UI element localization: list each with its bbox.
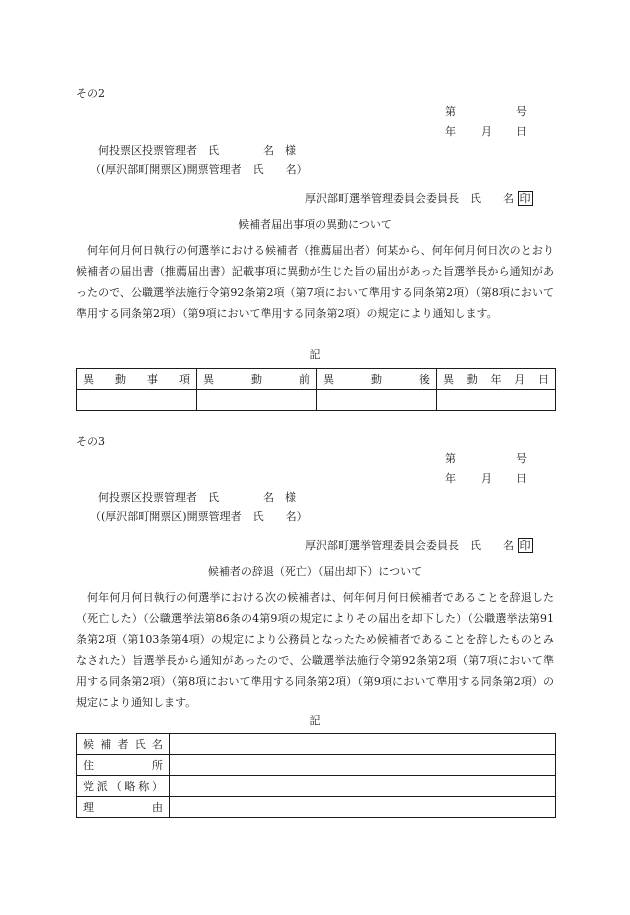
- section2-date-year: 年: [445, 125, 456, 138]
- table-cell: [170, 776, 556, 797]
- table-row: [77, 797, 556, 818]
- table-row: [77, 734, 556, 755]
- row-label-reason: 理 由: [77, 797, 170, 818]
- table-cell: [317, 390, 437, 411]
- section2-ki: 記: [309, 348, 321, 361]
- section2-table-header-row: [77, 369, 556, 390]
- row-label-candidate-name: 候 補 者 氏 名: [77, 734, 170, 755]
- section3-sender-name: 厚沢部町選挙管理委員会委員長 氏 名: [305, 539, 514, 552]
- section2-seal: 印: [519, 192, 531, 205]
- section3-heading: 候補者の辞退（死亡）（届出却下）について: [207, 565, 423, 578]
- section3-date-month: 月: [481, 472, 492, 485]
- table-cell: [437, 390, 556, 411]
- section3-number-go: 号: [516, 452, 527, 465]
- section2-date-day: 日: [516, 125, 527, 138]
- section2-title: その2: [76, 87, 105, 100]
- section2-table: [76, 368, 556, 411]
- section2-number-dai: 第: [445, 105, 456, 118]
- section3-addressee-2: （(厚沢部町開票区)開票管理者 氏 名）: [90, 510, 308, 523]
- header-cell-change-item: 異 動 事 項: [77, 369, 197, 390]
- header-cell-before: 異 動 前: [197, 369, 317, 390]
- table-row: [77, 755, 556, 776]
- section2-heading: 候補者届出事項の異動について: [238, 218, 392, 231]
- table-cell: [170, 755, 556, 776]
- table-cell: [170, 734, 556, 755]
- section3-number-dai: 第: [445, 452, 456, 465]
- section2-date-month: 月: [481, 125, 492, 138]
- section3-body: 何年何月何日執行の何選挙における次の候補者は、何年何月何日候補者であることを辞退した（死亡した）（公職選挙法第86条の4第9項の規定によりその届出を却下した）（公職選挙法第91条第2項（第103条第4項）の規定により公務員となったため候補者であることを辞したものとみなされた）旨選挙長から通知があったので、公職選挙法施行令第92条第2項（第7項において準用する同条第2項）（第8項において準用する同条第2項）（第9項において準用する同条第2項）の規定により通知します。: [76, 591, 554, 709]
- section3-seal: 印: [519, 539, 531, 552]
- section2-table-row: [77, 390, 556, 411]
- section2-body: 何年何月何日執行の何選挙における候補者（推薦届出者）何某から、何年何月何日次のとおり候補者の届出書（推薦届出書）記載事項に異動が生じた旨の届出があった旨選挙長から通知があったので、公職選挙法施行令第92条第2項（第7項において準用する同条第2項）（第8項において準用する同条第2項）（第9項において準用する同条第2項）の規定により通知します。: [76, 244, 554, 320]
- section2-sender: [305, 190, 533, 206]
- section3-date-year: 年: [445, 472, 456, 485]
- section3-date-day: 日: [516, 472, 527, 485]
- section2-sender-name: 厚沢部町選挙管理委員会委員長 氏 名: [305, 192, 514, 205]
- table-cell: [197, 390, 317, 411]
- section2-addressee-2: （(厚沢部町開票区)開票管理者 氏 名）: [90, 163, 308, 176]
- section3-sender: [305, 537, 533, 553]
- row-label-address: 住 所: [77, 755, 170, 776]
- section2-number-go: 号: [516, 105, 527, 118]
- header-cell-change-date: 異 動 年 月 日: [437, 369, 556, 390]
- section3-addressee-1: 何投票区投票管理者 氏 名 様: [98, 491, 296, 504]
- table-cell: [77, 390, 197, 411]
- row-label-party: 党 派 （ 略 称 ）: [77, 776, 170, 797]
- table-row: [77, 776, 556, 797]
- section3-ki: 記: [309, 714, 321, 727]
- header-cell-after: 異 動 後: [317, 369, 437, 390]
- table-cell: [170, 797, 556, 818]
- section3-table: [76, 733, 556, 818]
- section2-addressee-1: 何投票区投票管理者 氏 名 様: [98, 144, 296, 157]
- section3-title: その3: [76, 435, 105, 448]
